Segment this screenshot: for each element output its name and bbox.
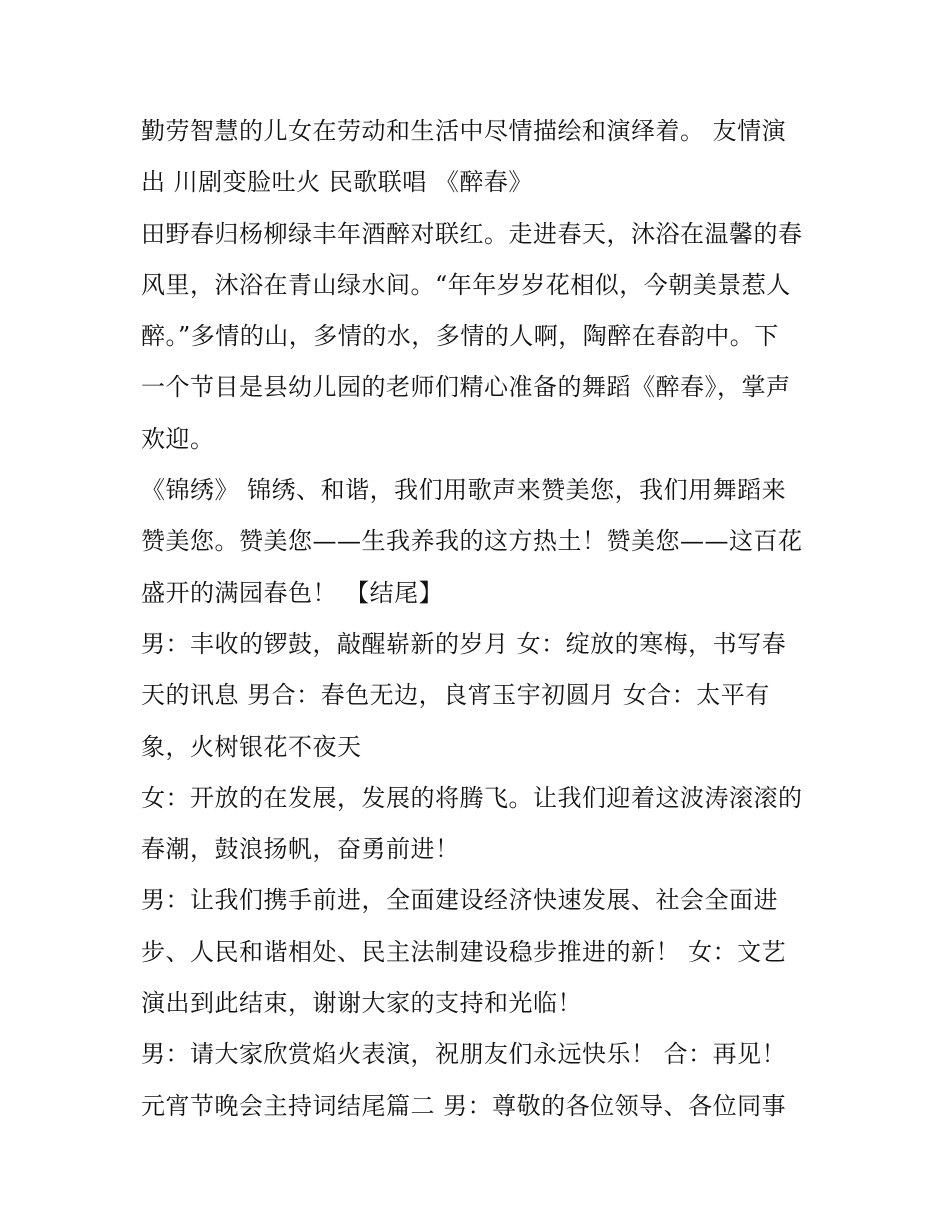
text-line: 步、人民和谐相处、民主法制建设稳步推进的新！ 女：文艺: [141, 937, 787, 966]
text-line: 天的讯息 男合：春色无边，良宵玉宇初圆月 女合：太平有: [141, 681, 770, 710]
text-line: 醉。”多情的山，多情的水，多情的人啊，陶醉在春韵中。下: [141, 322, 779, 351]
text-line: 欢迎。: [141, 424, 215, 453]
text-line: 盛开的满园春色！ 【结尾】: [141, 578, 444, 607]
text-line: 男：让我们携手前进，全面建设经济快速发展、社会全面进: [141, 886, 778, 915]
text-line: 《锦绣》 锦绣、和谐，我们用歌声来赞美您，我们用舞蹈来: [141, 476, 787, 505]
text-line: 女：开放的在发展，发展的将腾飞。让我们迎着这波涛滚滚的: [141, 783, 803, 812]
text-line: 男：丰收的锣鼓，敲醒崭新的岁月 女：绽放的寒梅，书写春: [141, 629, 787, 658]
text-line: 男：请大家欣赏焰火表演，祝朋友们永远快乐！ 合：再见！: [141, 1040, 787, 1069]
text-line: 春潮，鼓浪扬帆，奋勇前进！: [141, 835, 460, 864]
text-line: 元宵节晚会主持词结尾篇二 男：尊敬的各位领导、各位同事: [141, 1091, 787, 1120]
text-line: 出 川剧变脸吐火 民歌联唱 《醉春》: [141, 168, 533, 197]
text-line: 象，火树银花不夜天: [141, 732, 362, 761]
text-line: 勤劳智慧的儿女在劳动和生活中尽情描绘和演绎着。 友情演: [141, 117, 787, 145]
text-line: 演出到此结束，谢谢大家的支持和光临！: [141, 989, 582, 1018]
text-line: 风里，沐浴在青山绿水间。“年年岁岁花相似，今朝美景惹人: [141, 270, 791, 299]
text-line: 赞美您。赞美您——生我养我的这方热土！赞美您——这百花: [141, 527, 803, 556]
text-line: 田野春归杨柳绿丰年酒醉对联红。走进春天，沐浴在温馨的春: [141, 219, 803, 248]
text-line: 一个节目是县幼儿园的老师们精心准备的舞蹈《醉春》，掌声: [141, 373, 791, 402]
body-text: [141, 106, 821, 1132]
